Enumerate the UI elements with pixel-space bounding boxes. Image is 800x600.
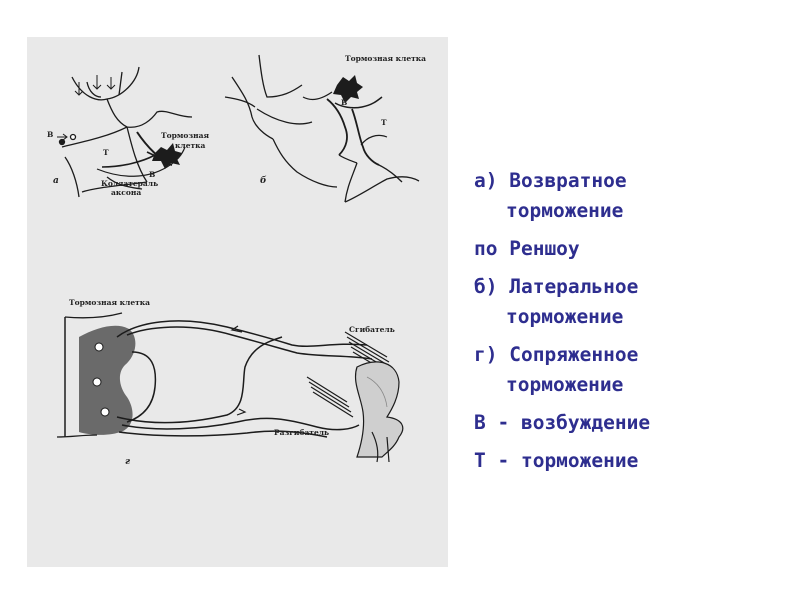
- legend-item-renshaw: [474, 234, 774, 264]
- panel-g-flexor-label: Сгибатель: [349, 325, 395, 334]
- panel-a-letter: а: [53, 176, 59, 186]
- legend-item-line: б) Латеральное: [474, 275, 639, 298]
- legend-item-line: торможение: [506, 373, 624, 396]
- legend-item-recurrent: [474, 166, 774, 226]
- legend-item-line: торможение: [506, 305, 624, 328]
- panel-a-cell-label-1: Тормозная: [161, 131, 210, 140]
- legend-item-lateral: [474, 272, 774, 332]
- legend-item-line: по Реншоу: [474, 237, 580, 260]
- legend-item-inhibition: [474, 446, 774, 476]
- panel-a-cell-label-2: клетка: [175, 141, 206, 150]
- panel-b-mark-t: Т: [381, 118, 387, 127]
- legend-item-line: г) Сопряженное: [474, 343, 639, 366]
- legend-item-line: торможение: [506, 199, 624, 222]
- panel-a-mark-v: В: [47, 130, 54, 139]
- neuron-diagram: [27, 37, 448, 567]
- legend-item-line: а) Возвратное: [474, 169, 627, 192]
- panel-g: [57, 313, 403, 462]
- panel-a-collateral-label-2: аксона: [111, 188, 142, 197]
- legend-item-line: Т - торможение: [474, 449, 639, 472]
- panel-b-cell-label: Тормозная клетка: [345, 54, 427, 63]
- neuron-diagram-figure: [27, 37, 448, 567]
- legend-item-line: В - возбуждение: [474, 411, 651, 434]
- panel-g-cell-label: Тормозная клетка: [69, 298, 151, 307]
- panel-b-inhibitory-cell: [333, 75, 363, 103]
- panel-b-letter: б: [260, 176, 267, 186]
- panel-a-mark-v2: В: [149, 170, 156, 179]
- panel-g-letter: г: [125, 457, 131, 467]
- panel-g-extensor-label: Разгибатель: [274, 428, 330, 437]
- legend: [474, 166, 774, 484]
- panel-b: [225, 55, 419, 202]
- panel-b-mark-v: В: [341, 98, 348, 107]
- panel-a-mark-t: Т: [103, 148, 109, 157]
- panel-a-collateral-label-1: Коллатераль: [101, 179, 159, 188]
- legend-item-excitation: [474, 408, 774, 438]
- legend-item-reciprocal: [474, 340, 774, 400]
